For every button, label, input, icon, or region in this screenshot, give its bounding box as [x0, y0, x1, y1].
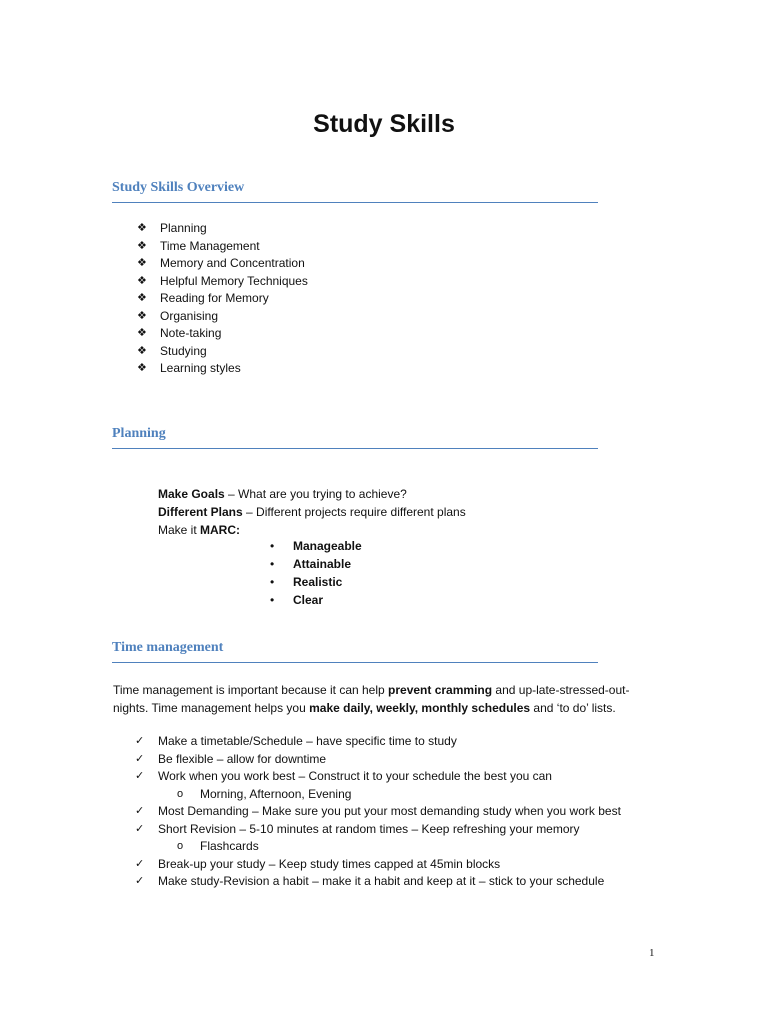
planning-line-marc: Make it MARC:	[158, 523, 241, 537]
document-page: Study Skills Study Skills Overview ❖ Planning ❖ Time Management ❖ Memory and Concentration ❖ Helpful Memory Techniques ❖ Reading for Memory ❖ Organising ❖ Note-taking ❖ Studying ❖ Learning styles Planning Make Goals – What are you trying to achieve? Different Plans – Different projects require different plans Make it MARC: • Manageable • Attainable • Realistic • Clear Time management Time management is important because it can help prevent cramming and up-late-stressed-out-nights. Time management helps you make daily, weekly, monthly schedules and ‘to do’ lists. ✓ Make a timetable/Schedule – have specific time to study ✓ Be flexible – allow for downtime ✓ Work when you work best – Construct it to your schedule the best you can o Morning, Afternoon, Evening ✓ Most Demanding – Make sure you put your most demanding study when you work best ✓ Short Revision – 5-10 minutes at random times – Keep refreshing your memory o Flashcards ✓ Break-up your study – Keep study times capped at 45min blocks ✓ Make study-Revision a habit – make it a habit and keep at it – stick to your schedule 1	[0, 0, 768, 1024]
checkmark-icon: ✓	[135, 822, 145, 835]
heading-time-management: Time management	[112, 640, 598, 663]
time-management-paragraph: Time management is important because it can help prevent cramming and up-late-stressed-out-nights. Time management helps you make daily, weekly, monthly schedules and ‘to do’ lists.	[113, 683, 630, 715]
page-number: 1	[649, 947, 655, 959]
checkmark-icon: ✓	[135, 770, 145, 782]
checkmark-icon: ✓	[135, 752, 145, 765]
bullet-dot-icon: •	[270, 539, 275, 553]
bullet-dot-icon: •	[270, 557, 275, 571]
bullet-dot-icon: •	[270, 575, 275, 589]
diamond-bullet-icon: ❖	[137, 257, 147, 269]
planning-line-plans: Different Plans – Different projects require different plans	[158, 505, 466, 519]
diamond-bullet-icon: ❖	[137, 327, 147, 339]
diamond-bullet-icon: ❖	[137, 274, 147, 287]
page-title: Study Skills	[313, 110, 455, 138]
diamond-bullet-icon: ❖	[137, 309, 147, 322]
diamond-bullet-icon: ❖	[137, 239, 147, 252]
diamond-bullet-icon: ❖	[137, 222, 147, 234]
circle-bullet-icon: o	[177, 840, 184, 852]
checkmark-icon: ✓	[135, 875, 145, 887]
checkmark-icon: ✓	[135, 805, 145, 817]
diamond-bullet-icon: ❖	[137, 344, 147, 357]
heading-planning: Planning	[112, 426, 598, 449]
bullet-dot-icon: •	[270, 593, 275, 607]
heading-overview: Study Skills Overview	[112, 180, 598, 203]
planning-lines	[158, 485, 466, 539]
checkmark-icon: ✓	[135, 735, 145, 747]
circle-bullet-icon: o	[177, 787, 184, 800]
planning-line-goals: Make Goals – What are you trying to achieve?	[158, 487, 407, 501]
diamond-bullet-icon: ❖	[137, 292, 147, 304]
diamond-bullet-icon: ❖	[137, 362, 147, 374]
checkmark-icon: ✓	[135, 857, 145, 870]
